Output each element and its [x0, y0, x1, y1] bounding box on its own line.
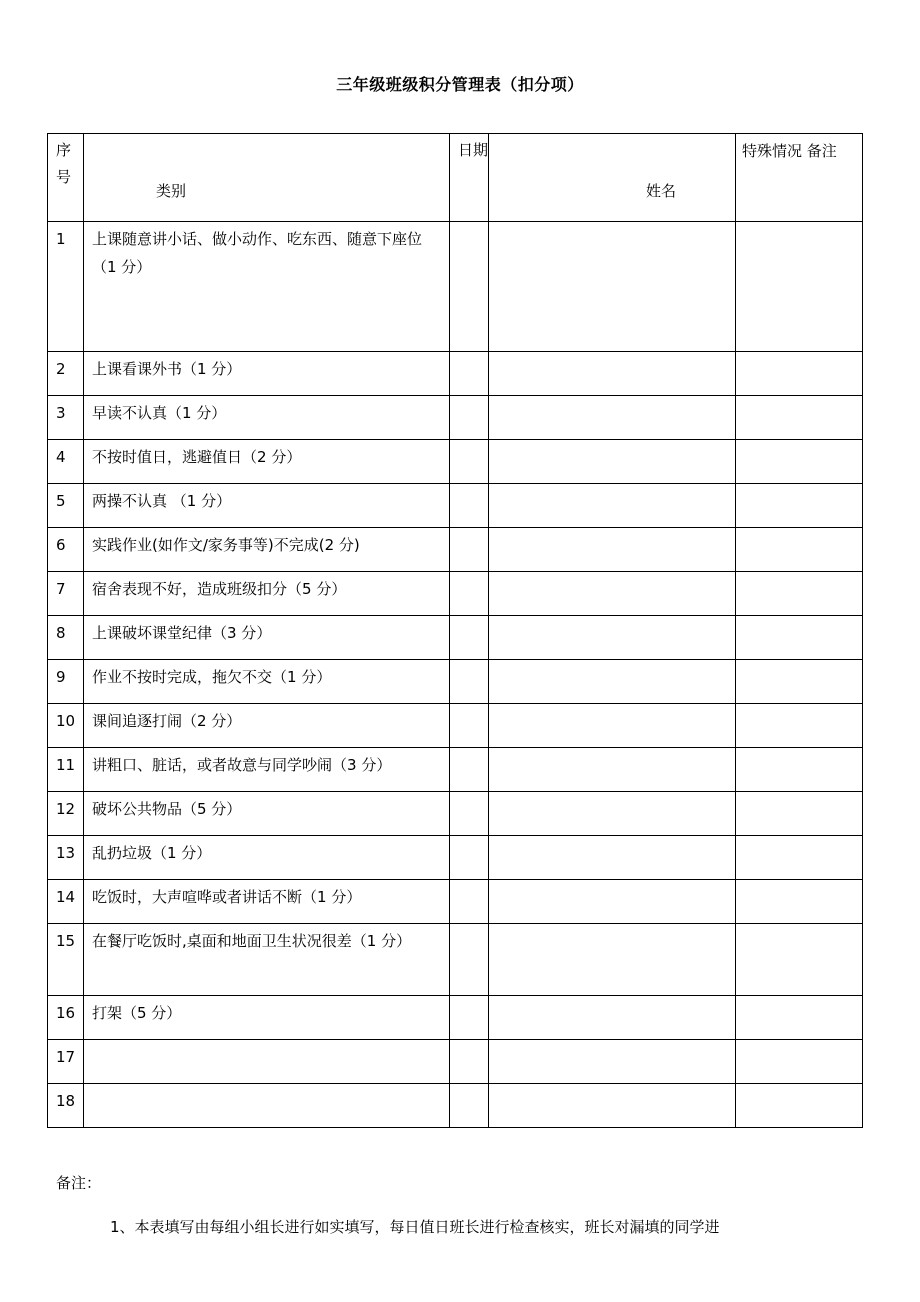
- note-cell[interactable]: [736, 792, 863, 836]
- name-cell[interactable]: [489, 1084, 736, 1128]
- note-cell[interactable]: [736, 616, 863, 660]
- header-no: 序号: [48, 134, 84, 222]
- table-row: [48, 572, 863, 616]
- row-number: 7: [48, 572, 84, 616]
- row-category: 两操不认真 （1 分）: [84, 484, 450, 528]
- row-number: 6: [48, 528, 84, 572]
- date-cell[interactable]: [450, 396, 489, 440]
- note-cell[interactable]: [736, 352, 863, 396]
- name-cell[interactable]: [489, 616, 736, 660]
- row-category: 不按时值日，逃避值日（2 分）: [84, 440, 450, 484]
- row-number: 2: [48, 352, 84, 396]
- footer-label: 备注：: [56, 1174, 102, 1192]
- row-category[interactable]: [84, 1084, 450, 1128]
- row-number: 9: [48, 660, 84, 704]
- note-cell[interactable]: [736, 396, 863, 440]
- header-category: 类别: [84, 134, 450, 222]
- name-cell[interactable]: [489, 924, 736, 996]
- row-number: 10: [48, 704, 84, 748]
- table-row: [48, 616, 863, 660]
- name-cell[interactable]: [489, 880, 736, 924]
- table-row: [48, 880, 863, 924]
- date-cell[interactable]: [450, 616, 489, 660]
- row-number: 5: [48, 484, 84, 528]
- row-category: 上课看课外书（1 分）: [84, 352, 450, 396]
- date-cell[interactable]: [450, 748, 489, 792]
- name-cell[interactable]: [489, 996, 736, 1040]
- note-cell[interactable]: [736, 1040, 863, 1084]
- row-number: 4: [48, 440, 84, 484]
- date-cell[interactable]: [450, 1084, 489, 1128]
- note-cell[interactable]: [736, 440, 863, 484]
- name-cell[interactable]: [489, 484, 736, 528]
- table-row: [48, 704, 863, 748]
- row-number: 11: [48, 748, 84, 792]
- name-cell[interactable]: [489, 222, 736, 352]
- name-cell[interactable]: [489, 352, 736, 396]
- name-cell[interactable]: [489, 440, 736, 484]
- name-cell[interactable]: [489, 748, 736, 792]
- date-cell[interactable]: [450, 880, 489, 924]
- row-category: 乱扔垃圾（1 分）: [84, 836, 450, 880]
- date-cell[interactable]: [450, 836, 489, 880]
- date-cell[interactable]: [450, 660, 489, 704]
- table-row: [48, 222, 863, 352]
- header-name: 姓名: [489, 134, 736, 222]
- name-cell[interactable]: [489, 704, 736, 748]
- table-row: [48, 748, 863, 792]
- date-cell[interactable]: [450, 792, 489, 836]
- table-row: [48, 792, 863, 836]
- table-row: [48, 396, 863, 440]
- note-cell[interactable]: [736, 660, 863, 704]
- row-category: 课间追逐打闹（2 分）: [84, 704, 450, 748]
- row-number: 14: [48, 880, 84, 924]
- row-category: 在餐厅吃饭时,桌面和地面卫生状况很差（1 分）: [84, 924, 450, 996]
- header-date: 日期: [450, 134, 489, 222]
- note-cell[interactable]: [736, 836, 863, 880]
- row-number: 12: [48, 792, 84, 836]
- row-category: 讲粗口、脏话，或者故意与同学吵闹（3 分）: [84, 748, 450, 792]
- name-cell[interactable]: [489, 836, 736, 880]
- table-row: [48, 660, 863, 704]
- table-row: [48, 996, 863, 1040]
- date-cell[interactable]: [450, 484, 489, 528]
- date-cell[interactable]: [450, 996, 489, 1040]
- note-cell[interactable]: [736, 996, 863, 1040]
- date-cell[interactable]: [450, 528, 489, 572]
- name-cell[interactable]: [489, 660, 736, 704]
- row-category: 宿舍表现不好，造成班级扣分（5 分）: [84, 572, 450, 616]
- date-cell[interactable]: [450, 352, 489, 396]
- name-cell[interactable]: [489, 1040, 736, 1084]
- name-cell[interactable]: [489, 396, 736, 440]
- date-cell[interactable]: [450, 924, 489, 996]
- deduction-table: [47, 133, 863, 1128]
- date-cell[interactable]: [450, 704, 489, 748]
- row-number: 15: [48, 924, 84, 996]
- header-note: 特殊情况 备注: [736, 134, 863, 222]
- row-category: 实践作业(如作文/家务事等)不完成(2 分): [84, 528, 450, 572]
- row-number: 17: [48, 1040, 84, 1084]
- row-category: 早读不认真（1 分）: [84, 396, 450, 440]
- row-category: 打架（5 分）: [84, 996, 450, 1040]
- note-cell[interactable]: [736, 528, 863, 572]
- note-cell[interactable]: [736, 222, 863, 352]
- row-number: 18: [48, 1084, 84, 1128]
- table-row: [48, 836, 863, 880]
- table-row: [48, 528, 863, 572]
- table-row: [48, 924, 863, 996]
- row-number: 16: [48, 996, 84, 1040]
- table-row: [48, 1084, 863, 1128]
- note-cell[interactable]: [736, 924, 863, 996]
- date-cell[interactable]: [450, 440, 489, 484]
- table-row: [48, 1040, 863, 1084]
- date-cell[interactable]: [450, 222, 489, 352]
- note-cell[interactable]: [736, 704, 863, 748]
- table-row: [48, 440, 863, 484]
- name-cell[interactable]: [489, 528, 736, 572]
- row-number: 8: [48, 616, 84, 660]
- note-cell[interactable]: [736, 748, 863, 792]
- row-category: 破坏公共物品（5 分）: [84, 792, 450, 836]
- footer-note-line: 1、本表填写由每组小组长进行如实填写，每日值日班长进行检查核实，班长对漏填的同学进: [110, 1218, 720, 1236]
- date-cell[interactable]: [450, 1040, 489, 1084]
- page-title: 三年级班级积分管理表（扣分项）: [336, 75, 584, 94]
- row-category: 上课破坏课堂纪律（3 分）: [84, 616, 450, 660]
- note-cell[interactable]: [736, 484, 863, 528]
- name-cell[interactable]: [489, 792, 736, 836]
- row-category: 上课随意讲小话、做小动作、吃东西、随意下座位（1 分）: [84, 222, 450, 352]
- table-row: [48, 484, 863, 528]
- header-row: [48, 134, 863, 222]
- row-category: 作业不按时完成，拖欠不交（1 分）: [84, 660, 450, 704]
- date-cell[interactable]: [450, 572, 489, 616]
- row-category: 吃饭时，大声喧哗或者讲话不断（1 分）: [84, 880, 450, 924]
- row-number: 1: [48, 222, 84, 352]
- row-number: 13: [48, 836, 84, 880]
- note-cell[interactable]: [736, 572, 863, 616]
- table-row: [48, 352, 863, 396]
- row-category[interactable]: [84, 1040, 450, 1084]
- note-cell[interactable]: [736, 880, 863, 924]
- note-cell[interactable]: [736, 1084, 863, 1128]
- row-number: 3: [48, 396, 84, 440]
- name-cell[interactable]: [489, 572, 736, 616]
